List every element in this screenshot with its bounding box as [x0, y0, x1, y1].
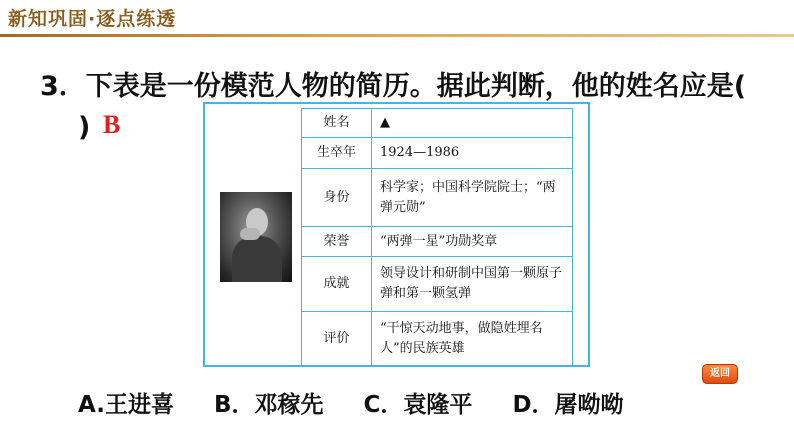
table-row	[302, 138, 573, 169]
question-text: 下表是一份模范人物的简历。据此判断，他的姓名应是(	[85, 71, 747, 102]
option-d[interactable]: D．屠呦呦	[512, 392, 624, 418]
table-row	[302, 227, 573, 257]
row-value-achievement: 领导设计和研制中国第一颗原子弹和第一颗氢弹	[372, 257, 573, 312]
option-a[interactable]: A.王进喜	[78, 392, 174, 418]
row-value-years: 1924—1986	[372, 138, 573, 169]
question-stem	[40, 64, 746, 103]
table-row	[302, 169, 573, 227]
portrait-photo	[220, 192, 292, 282]
option-b[interactable]: B．邓稼先	[213, 392, 324, 418]
row-label-achievement: 成就	[302, 257, 372, 312]
row-label-name: 姓名	[302, 109, 372, 138]
question-number: 3．	[40, 71, 86, 102]
header-divider	[0, 34, 794, 37]
portrait-hands-shape	[240, 228, 260, 240]
option-c[interactable]: C．袁隆平	[363, 392, 473, 418]
row-label-honor: 荣誉	[302, 227, 372, 257]
section-title: 新知巩固·逐点练透	[8, 8, 177, 30]
row-label-years: 生卒年	[302, 138, 372, 169]
row-value-identity: 科学家；中国科学院院士；“两弹元勋”	[372, 169, 573, 227]
table-row	[302, 312, 573, 366]
profile-card	[203, 102, 590, 367]
answer-paren-close: )	[78, 112, 91, 143]
answer-letter: B	[103, 110, 121, 139]
back-button[interactable]: 返回	[702, 364, 738, 384]
table-row	[302, 257, 573, 312]
row-label-identity: 身份	[302, 169, 372, 227]
profile-table	[301, 108, 573, 366]
row-value-evaluation: “干惊天动地事，做隐姓埋名人”的民族英雄	[372, 312, 573, 366]
row-value-honor: “两弹一星”功勋奖章	[372, 227, 573, 257]
answer-options	[78, 386, 656, 419]
row-value-name: ▲	[372, 109, 573, 138]
table-row	[302, 109, 573, 138]
portrait-body-shape	[232, 236, 282, 282]
row-label-evaluation: 评价	[302, 312, 372, 366]
